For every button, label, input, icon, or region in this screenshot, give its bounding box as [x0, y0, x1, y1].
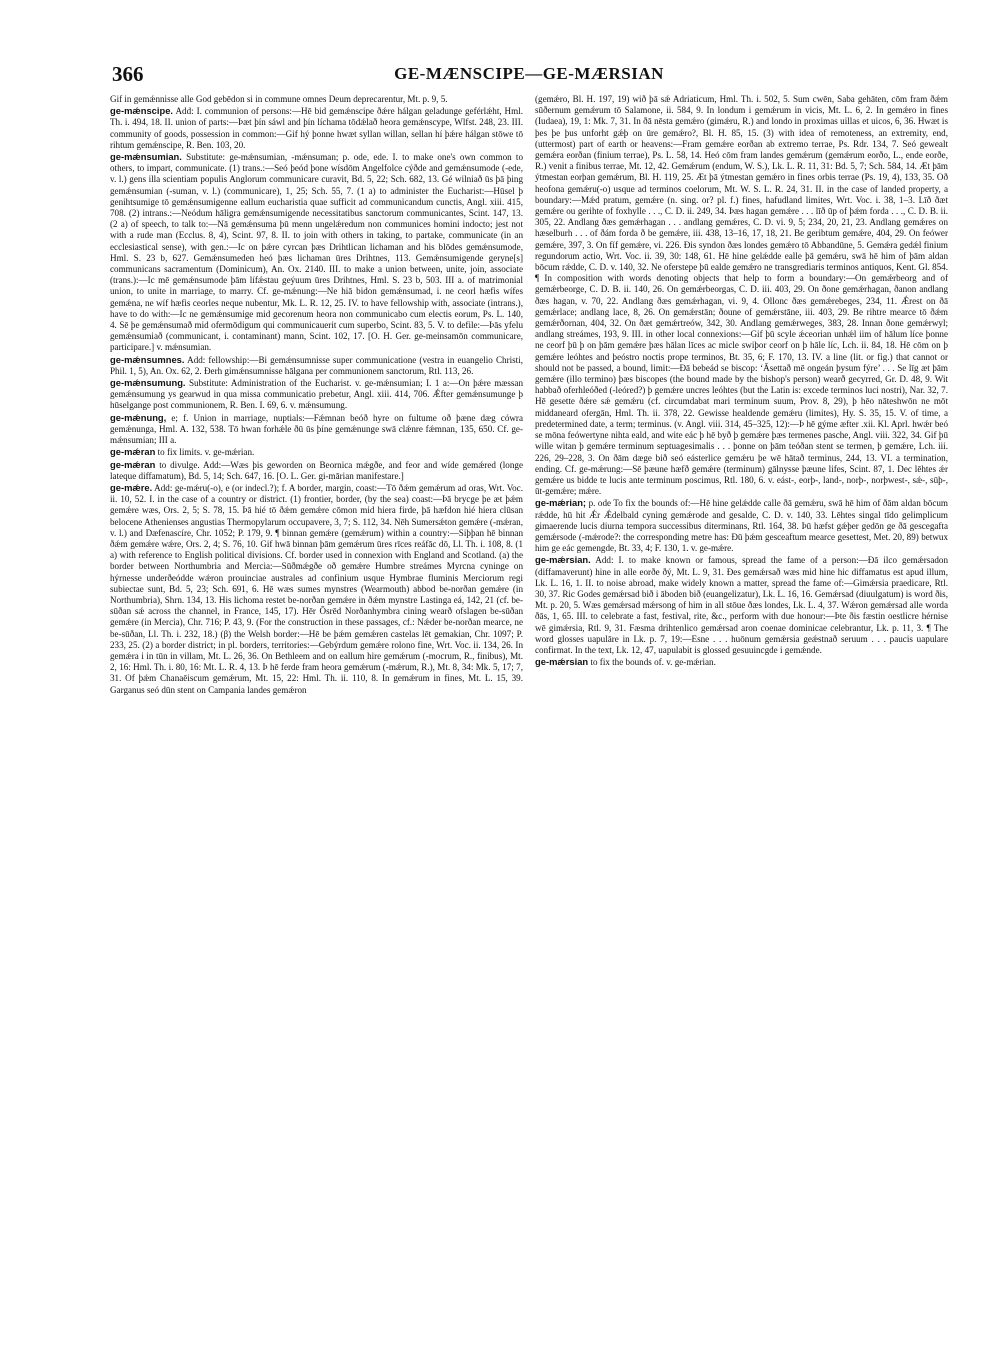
left-column	[110, 94, 523, 696]
entry-text: to fix the bounds of. v. ge-mǽrian.	[590, 657, 716, 668]
entry-text: (gemǽro, Bl. H. 197, 19) wið þā sǽ Adriaticum, Hml. Th. i. 502, 5. Sum cwēn, Saba gehāten, cōm fram ðǽm sūðernum gemǽrum tō Salamone, ii. 584, 9. In londum i gemǽrum in vicis, Mt. L. 6, 2. In gemǽro in fines (Iudaea), 19, 1: Mk. 7, 31. In ðā nēsta gemǽro (gimǽru, R.) and londo in proximas uillas et uicos, 6, 36. Hwæt is þes þe þus unforht gǽþ on ūre gemǽro?, Bl. H. 85, 15. (3) with idea of remoteness, an extremity, end, (uttermost) part of earth or heavens:—Fram gemǽre eorðan ab extremo terrae, Ps. Rdr. 134, 7. Seó gewealt gemǽra eorðan (finium terrae), Ps. L. 58, 14. Heó cōm fram landes gemǽrum (gemǽrum eorðo, L., ende eorðe, R.) venit a finibus terrae, Mt. 12, 42. Gemǽrum (endum, W. S.), Lk. L. R. 11, 31: Bd. 5, 7; Sch. 584, 14. Æt þām ýtmestan eorþan gemǽrum, Bl. H. 119, 25. Æt þā ýtmestan gemǽro in fines orbis terrae (Ps. 19, 4), 133, 35. Oð heofona gemǽru(-o) usque ad terminos coelorum, Mt. W. S. L. R. 24, 31. II. in the case of landed property, a boundary:—Mǽd pratum, gemǽre (n. sing. or? pl. f.) fines, hafudland limites, Wrt. Voc. i. 38, 1–3. Līð ðæt gemǽre ou gerihte of foxhylle . . ., C. D. ii. 249, 34. Þæs hagan gemǽre . . . līð ūp of þǽm forda . . ., C. D. B. ii. 305, 22. Andlang ðæs gemǽrhagan . . . andlang gemǽres, C. D. vi. 9, 5; 234, 20, 21, 23. Andlang gemǽres on hæselburh . . . of ðám forda ð be gemǽre, iii. 438, 13–16, 17, 18, 21. Be geribtum gemǽre, 404, 29. On feówer gemǽre, 397, 3. On fíf gemǽre, vi. 226. Ðis syndon ðæs londes gemǽro tō Abbandūne, 5. Gemǽra gedǽl finium regundorum actio, Wrt. Voc. ii. 39, 30: 148, 61. Hē hine gelǽdde ealle þā gemǽru, swā hē him of þām aldan bōcum rǽdde, C. D. v. 140, 32. Ne oferstepe þū ealde gemǽro ne transgrediaris terminos antiquos, Kent. Gl. 854. ¶ In composition with words denoting objects that help to form a boundary:—On gemǽrbeorg and of gemǽrbeorge, C. D. B. ii. 140, 26. On gemǽrbeorgas, C. D. iii. 403, 29. On ðone gemǽrhagan, ðanon andlang ðæs hagan, v. 70, 22. Andlang ðæs gemǽrhagan, vi. 9, 4. Ollonc ðæs gemǽrebeges, 234, 11. Ǽrest on ðā gemǽrlace; andlang lace, 8, 26. On gemǽrstān; ðoune of gemǽrstāne, iii. 403, 29. Be rihtre mearce tō ðǽm gemǽrðornan, 404, 32. On ðæt gemǽrtreów, 342, 30. Andlang gemǽrweges, 383, 28. Innan ðone gemǽrwyl; andlang streámes, 193, 9. III. in other local connexions:—Gif þū scyle ǽceorian unhǽl iim of hālum líce þonne ne ceorf þū þ on þām gemǽre þæs hālan līces ac micle swiþor ceorf on þ hāle líc, Lch. ii. 84, 18. Hē cōm on þ gemǽre leóhtes and þeóstro noctis prope terminos, Bt. 35, 6; F. 170, 13. IV. a line (lit. or fig.) that cannot or should not be passed, a bound, limit:—Ðā bebeád se biscop: ‘Āsettað mē ongeán þysum fýre’ . . . Se līg æt þām gemǽre (illo termino) þæs biscopes (the bound made by the bishop's person) wearð gecyrred, Gr. D. 48, 9. Wit habbað oferhleóðed (-leóred?) þ gemǽre uncres leóhtes (but the Latin is: excede terminos luci nostri), Nar. 32, 7. Hē gesette ðǽre sǽ gemǽru (cf. circumdabat mari terminum suum, Prov. 8, 29), þ hēo nāteshwōn ne mōt middaneard ofergān, Hml. Th. ii. 378, 22. Gewisse healdende gemǽru (limites), Hy. S. 35, 15. V. of time, a predetermined date, a term; terminus. (v. Angl. viii. 314, 45–325, 12):—Þ hē gýme æfter .xii. Kl. Aprl. hwǽr beó se mōna feówertyne nihta eald, and wite eác þ hē byð þ gemǽre þæs termenes pasche, Angl. viii. 322, 34. Gif þū wille witan þ gemǽre terminum septuagesimalis . . . þonne on þām teóðan stent se termen, þ gemǽre, Lch. iii. 226, 29–228, 3. On ðām dæge bið seó eásterlice gemǽru þe wē hātað terminus, 244, 13. VI. a termination, ending. Cf. ge-mǽrung:—Sē þæune hæfð gemǽre (terminum) gālnysse þæune lifes, Scint. 87, 1. Dec lēhtes ǽr gemǽre us bidde te lucis ante terminum poscimus, Rtl. 180, 6. v. eást-, eorþ-, land-, norþ-, norþwest-, sǽ-, sūþ-, ūt-gemǽre; mǽre.	[535, 94, 948, 497]
entry-headword: ge-mǽrsian	[535, 656, 589, 668]
entry-text: Add: fellowship:—Bi gemǽnsumnisse super communicatione (vestra in euangelio Christi, Phil. 1, 5), An. Ox. 62, 2. Ðerh gimǽnsumnisse hālgana per communionem sanctorum, Rtl. 113, 26.	[110, 354, 523, 376]
right-column	[535, 94, 948, 668]
entry-headword: ge-mǽnsumian.	[110, 151, 182, 163]
dictionary-entry	[535, 94, 948, 497]
dictionary-entry	[110, 94, 523, 105]
page-number: 366	[112, 62, 144, 86]
entry-headword: ge-mǽnsumung.	[110, 377, 186, 389]
entry-headword: ge-mǽnscipe.	[110, 105, 174, 117]
dictionary-entry	[110, 354, 523, 377]
entry-headword: ge-mǽran	[110, 458, 156, 470]
headword-range: GE-MÆNSCIPE—GE-MÆRSIAN	[394, 64, 664, 83]
two-column-body	[110, 94, 948, 696]
entry-text: Substitute: ge-mǽnsumian, -mǽnsuman; p. ode, ede. I. to make one's own common to others, to impart, communicate. (1) trans.:—Seó þeód þone wísdōm Angelfolce cýðde and gemǽnsumode (-ede, v. l.) gens illa scientiam populis Anglorum communicare curavit, Bd. 5, 22; Sch. 682, 13. Gé wilniað ūs þā þing gemǽnsumian (-suman, v. l.) (communicare), 1, 25; Sch. 55, 7. (1 a) to administer the Eucharist:—Hūsel þ genihtsumige tō gemǽnsumigenne eallum eucharistia quae sufficit ad communicandum cunctis, Angl. xiii. 415, 708. (2) intrans.:—Neódum hāligra gemǽnsumigende necessitatibus sanctorum communicantes, Scint. 147, 13. (2 a) of speech, to talk to:—Nā gemǽnsuma þū menn ungelǽredum non communices homini indocto; jest not with a rude man (Ecclus. 8, 4), Scint. 97, 8. II. to join with others in taking, to partake, communicate (in an ecclesiastical sense), with gen.:—Ic on þǽre cyrcan þæs Drihtlican lichaman and his blōdes gemǽnsumode, Hml. S. 23 b, 627. Gemǽnsumeden heó þæs lichaman ūres Drihtnes, 113. Gemǽnsumigende geryne[s] communicans sacramentum (Dominicum), An. Ox. 2140. III. to make a union between, unite, join, associate (trans.):—Ic mē gemǽnsumode þām lífǽstau geýuum ūres Drihtnes, Hml. S. 23 b, 503. III a. of matrimonial union, to unite in marriage, to marry. Cf. ge-mǽnung:—Ne hiā bidon gemǽnsumad, i. ne ceorl hæfis wífes gemǽna, ne wíf hæfis ceorles neque nubentur, Mk. L. R. 12, 25. IV. to have fellowship with, associate (intrans.), have to do with:—Ic ne gemǽnsumige mid gecorenum heora non communicabo cum electis eorum, Ps. L. 140, 4. Sē þe gemǽnsumað mid ofermōdigum qui communicauerit cum superbo, Scint. 83, 5. V. to defile:—Þās yfelu gemǽnsumiað (communicant, i. contaminant) mann, Scint. 102, 17. [O. H. Ger. ge-meinsamōn communicare, participare.] v. mǽnsumian.	[110, 152, 523, 353]
dictionary-entry	[110, 412, 523, 447]
entry-text: Gif in gemǽnnisse alle God gebēdon si in commune omnes Deum deprecarentur, Mt. p. 9, 5.	[110, 94, 448, 104]
dictionary-entry	[110, 151, 523, 354]
dictionary-entry	[110, 459, 523, 482]
entry-text: p. ode To fix the bounds of:—Hē hine gelǽdde calle ðā gemǽru, swā hē him of ðām aldan bōcum rǽdde, hū hit Ǽr Ǽdelbald cyning gemǽrode and gesalde, C. D. v. 140, 33. Lēhtes singal tīdo gelimplicum gimaerende lucis diurna tempora successibus diterminans, Rtl. 164, 38. Þū hæfst gǽþer gedōn ge ðā gescegafta gemǽrsode (-mǽrode?: the corresponding metre has: Ðū þǽm gesceaftum mearce gesettest, Met. 20, 89) betwux him ge eác gemengde, Bt. 33, 4; F. 130, 1. v. ge-mǽre.	[535, 498, 948, 554]
dictionary-entry	[110, 482, 523, 696]
entry-headword: ge-mǽran	[110, 446, 156, 458]
entry-text: Add: I. to make known or famous, spread the fame of a person:—Ðā ilco gemǽrsadon (diffamaverunt) hine in alle eorðe ðý, Mt. L. 9, 31. Ðes gemǽrsað wæs mid hine hic diffamatus est apud illum, Lk. L. 16, 1. II. to noise abroad, make widely known a matter, spread the fame of:—Gimǽrsia praedicare, Rtl. 30, 37. Ric Godes gemǽrsad bið i āboden bið (euangelizatur), Lk. L. 16, 16. Gemǽrsad (diuulgatum) is word ðis, Mt. p. 20, 5. Wæs gemǽrsad mǽrsong of him in all stōue ðæs londes, Lk. L. 4, 37. Wǽron gemǽrsad alle worda ðās, 1, 65. III. to celebrate a fast, festival, rite, &c., perform with due honour:—Þte ðis fæstin oestlicre hérnise wē gimǽrsia, Rtl. 9, 31. Fæsma drihtenlico gemǽrsad aron coenae dominicae celebrantur, Lk. p. 11, 3. ¶ The word glosses uapulāre in Lk. p. 7, 19:—Esne . . . huōnum gemǽrsia geǽstnað seruum . . . paucis uapulare confirmat. In the text, Lk. 12, 47, uapulabit is glossed gesuuincgde i gemǽnde.	[535, 555, 948, 655]
dictionary-entry	[535, 554, 948, 656]
entry-text: to fix limits. v. ge-mǽrian.	[157, 447, 255, 458]
entry-text: Substitute: Administration of the Eucharist. v. ge-mǽnsumian; I. 1 a:—On þǽre mæssan gemǽnsumung ys gearwud in qua missa communicatio prebetur, Angl. xiii. 414, 706. Ǽfter gemǽnsumunge þ hūselgange post communionem, R. Ben. I. 69, 6. v. mǽnsumung.	[110, 378, 523, 411]
entry-text: e; f. Union in marriage, nuptials:—Fǽmnan beóð hyre on fultume oð þæne dæg cówra gemǽnunga, Hml. A. 132, 538. Tō hwan forhǽle ðū ūs þíne gemǽnunge swā clǽnre fǽmnan, 135, 650. Cf. ge-mǽnsumian; III a.	[110, 412, 523, 446]
running-head	[110, 62, 948, 88]
dictionary-entry	[110, 377, 523, 412]
entry-headword: ge-mǽre.	[110, 481, 153, 493]
entry-headword: ge-mǽnsumnes.	[110, 353, 185, 365]
dictionary-entry	[110, 446, 523, 458]
entry-text: Add: ge-mǽru(-o), e (or indecl.?); f. A border, margin, coast:—Tō ðǽm gemǽrum ad oras, Wrt. Voc. ii. 10, 52. I. in the case of a country or district. (1) frontier, border, (by the sea) coast:—Þā brycge þe æt þǽm gemǽre wæs, Ors. 2, 5; S. 78, 15. Þā hié tō ðǽm gemǽre cōmon mid hiera firde, þā hæfdon hié hiera clūsan belocene Athenienses angustias Thermopylarum occupavere, 3, 7; S. 112, 34. Nēh Sumersǽton gemǽre (-mǽran, v. l.) and Dæfenascíre, Chr. 1052; P. 179, 9. ¶ binnan gemǽre (gemǽrum) within a country:—Siþþan hē binnan ðǽm gemǽre wǽre, Ors. 2, 4; S. 76, 10. Gif hwā binnan þām gemǽrum ūres rīces reáfāc dō, Ll. Th. i. 108, 8. (1 a) with reference to English political divisions. Cf. border used in connexion with England and Scotland. (a) the border between Northumbria and Mercia:—Sūðmǽgðe oð gemǽre Humbre streámes Myrcna cyninge on hýrnesse underðeódde wǽron prouinciae australes ad confinium usque Hymbrae fluminis Merciorum regi subiectae sunt, Bd. 5, 23; Sch. 691, 6. Hē wæs sumes mynstres (Wearmouth) abbod be-norðan gemǽre (in Northumbria), Shrn. 134, 13. His lichoma restet be-norðan gemǽre in ðǽm mynstre Lastinga eá, 142, 21 (cf. be-sūðan sǽ across the channel, in France, 145, 17). Hēr Ōsrēd Norðanhymbra cining wearð ofslagen be-sūðan gemǽre (in Mercia), Chr. 716; P. 43, 9. (For the construction in these passages, cf.: Nǽder be-norðan mearce, ne be-sūðan, Ll. Th. i. 232, 18.) (β) the Welsh border:—Hē be þǽm gemǽren castelas lēt gemakian, Chr. 1097; P. 233, 25. (2) a border district; in pl. borders, territories:—Gebýrdum gemǽre rolono fine, Wrt. Voc. ii. 134, 26. In gemǽra i in tūn in villam, Mt. L. 26, 36. On Bethleem and on eallum hire gemǽrum (-mocrum, R., finibus), Mt. 2, 16: Hml. Th. i. 80, 16: Mt. L. R. 4, 13. Þ hē ferde fram heora gemǽrum (-mǽrum, R.), Mt. 8, 34: Mk. 5, 17; 7, 31. Of þǽm Chanaēiscum gemǽrum, Mt. 15, 22: Hml. Th. ii. 110, 8. In gemǽrum in fines, Mt. L. 15, 39. Garganus seó dūn stent on Campania landes gemǽron	[110, 482, 523, 695]
entry-text: Add: I. communion of persons:—Hē bid gemǽnscipe ðǽre hálgan geladunge geférlǽht, Hml. Th. i. 494, 18. II. union of parts:—Þæt þín sáwl and þín líchama tōdǽlað heora gemǽnscype, Wlfst. 248, 23. III. community of goods, possession in common:—Gif hý þonne hwæt syllan willan, sellan hí þǽre hálgan stōwe tō rihtum gemǽnscipe, R. Ben. 103, 20.	[110, 106, 523, 150]
dictionary-entry	[535, 497, 948, 554]
dictionary-entry	[110, 105, 523, 151]
entry-text: to divulge. Add:—Wæs þis geworden on Beornica mǽgðe, and feor and wíde gemǽred (longe lateque diffamatum), Bd. 5, 14; Sch. 647, 16. [O. L. Ger. gi-mārian manifestare.]	[110, 459, 523, 481]
entry-headword: ge-mǽrsian.	[535, 554, 591, 566]
entry-headword: ge-mǽrian;	[535, 497, 587, 509]
dictionary-entry	[535, 656, 948, 668]
entry-headword: ge-mǽnung,	[110, 411, 167, 423]
